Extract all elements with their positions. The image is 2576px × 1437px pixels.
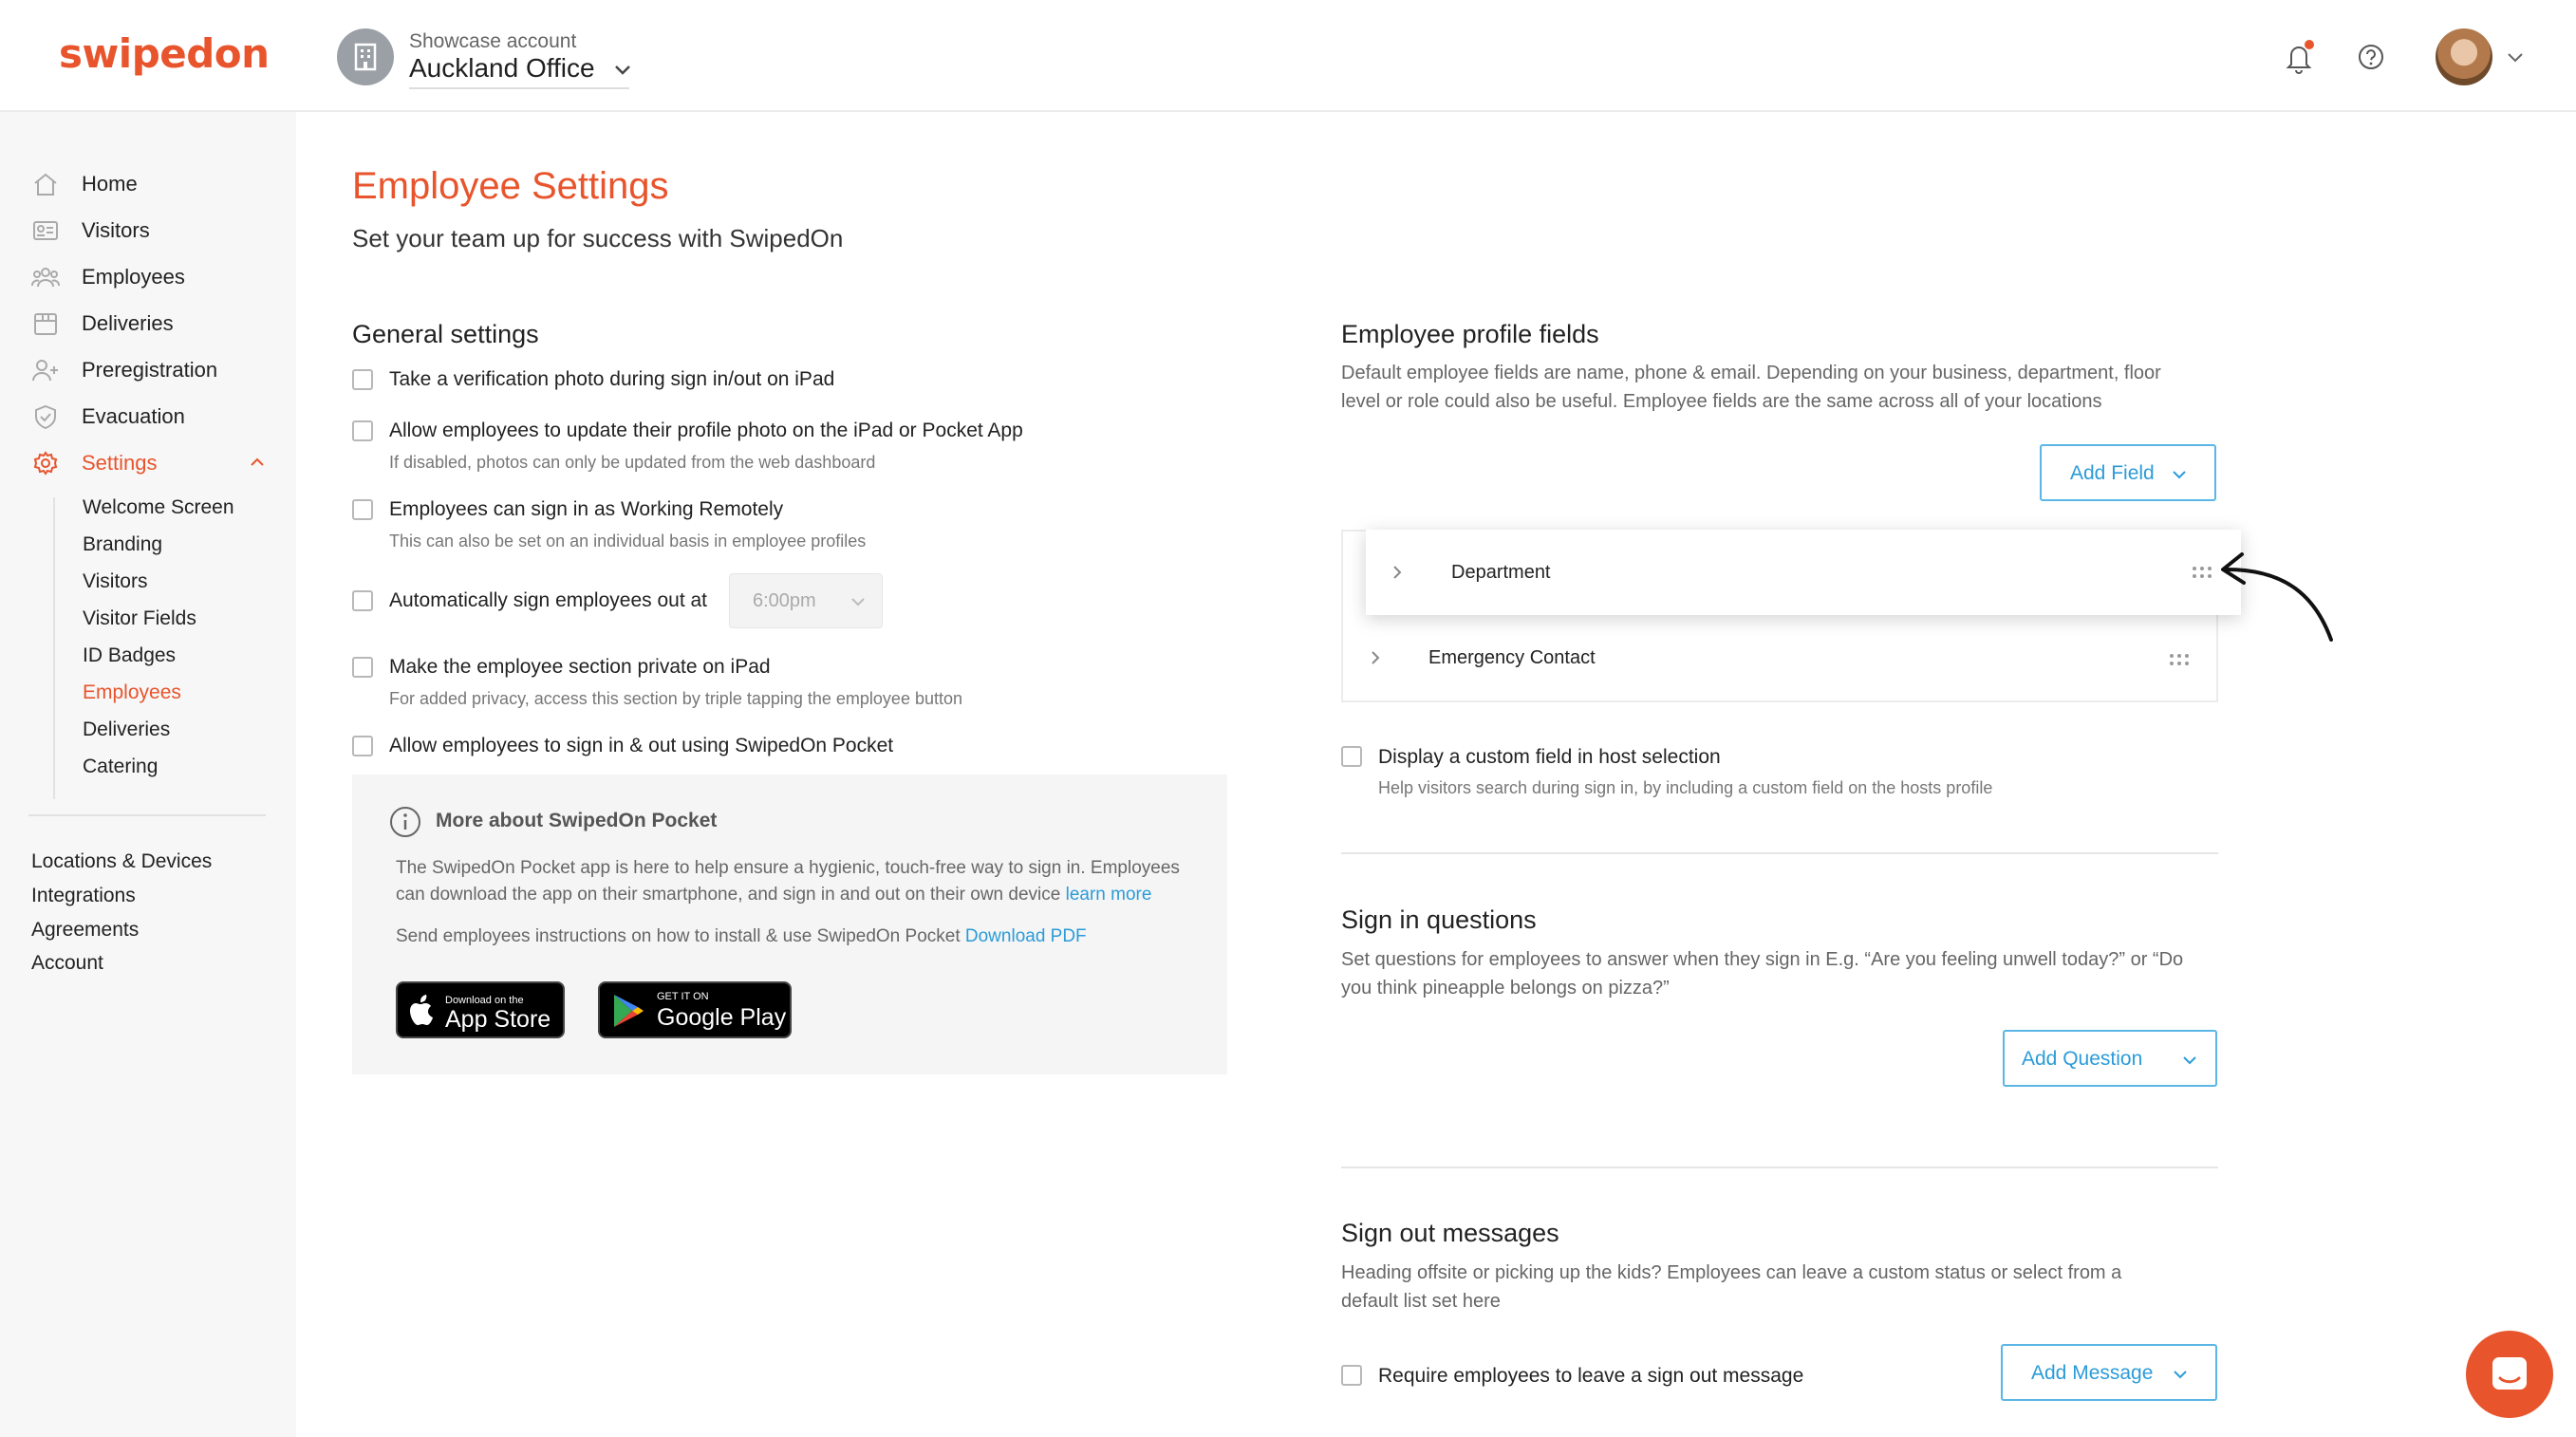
option-label: Allow employees to update their profile photo on the iPad or Pocket App [389, 420, 1023, 441]
chat-launcher-button[interactable] [2466, 1331, 2553, 1418]
pocket-title: More about SwipedOn Pocket [436, 810, 718, 831]
sidebar-sub-catering[interactable]: Catering [83, 756, 159, 777]
location-selector[interactable]: Auckland Office [409, 53, 595, 83]
help-icon[interactable] [2356, 42, 2386, 72]
drag-handle-icon[interactable] [2169, 653, 2190, 666]
option-hint: Help visitors search during sign in, by including a custom field on the hosts profile [1378, 778, 1993, 797]
sidebar-item-visitors[interactable] [0, 210, 296, 252]
custom-field-host-checkbox[interactable] [1341, 746, 1362, 767]
google-play-small: GET IT ON [657, 991, 709, 1002]
chevron-down-icon [2171, 469, 2188, 480]
option-label: Make the employee section private on iPad [389, 656, 771, 678]
user-avatar[interactable] [2436, 28, 2492, 85]
app-store-small: Download on the [445, 995, 524, 1006]
option-label: Automatically sign employees out at [389, 589, 708, 611]
add-question-button[interactable] [2003, 1030, 2217, 1087]
add-field-label: Add Field [2070, 462, 2155, 484]
general-settings-title: General settings [352, 320, 539, 348]
google-play-label: Google Play [657, 1004, 787, 1031]
add-field-button[interactable] [2040, 444, 2216, 501]
sidebar-link-account[interactable]: Account [31, 952, 103, 974]
private-section-checkbox[interactable] [352, 657, 373, 678]
profile-fields-desc: level or role could also be useful. Employee fields are the same across all of your locations [1341, 391, 2102, 412]
sidebar-sub-deliveries[interactable]: Deliveries [83, 718, 171, 740]
update-profile-photo-checkbox[interactable] [352, 420, 373, 441]
option-hint: This can also be set on an individual basis in employee profiles [389, 532, 867, 551]
chat-icon [2489, 1353, 2530, 1395]
learn-more-link[interactable]: learn more [1065, 885, 1152, 905]
sidebar-item-label: Visitors [82, 218, 150, 242]
chevron-down-icon[interactable] [2504, 49, 2527, 66]
add-message-label: Add Message [2031, 1362, 2154, 1384]
option-label: Employees can sign in as Working Remotely [389, 498, 784, 520]
section-divider [1341, 852, 2218, 854]
signout-time-select[interactable] [729, 573, 883, 628]
sidebar-item-employees[interactable] [0, 256, 296, 298]
sidebar-sub-branding[interactable]: Branding [83, 533, 163, 555]
shield-icon [31, 403, 60, 430]
auto-signout-checkbox[interactable] [352, 590, 373, 611]
sidebar [0, 112, 296, 1437]
notification-dot [2305, 40, 2314, 49]
sign-out-messages-desc: Heading offsite or picking up the kids? Employees can leave a custom status or select from a [1341, 1262, 2122, 1283]
add-message-button[interactable] [2001, 1344, 2217, 1401]
sidebar-divider [28, 814, 266, 816]
verification-photo-checkbox[interactable] [352, 369, 373, 390]
location-underline [409, 87, 629, 89]
sidebar-item-label: Deliveries [82, 311, 174, 335]
people-icon [31, 264, 60, 290]
chevron-down-icon[interactable] [611, 61, 634, 80]
chevron-down-icon [849, 595, 867, 608]
sub-nav-line [53, 497, 55, 799]
sidebar-link-locations-devices[interactable]: Locations & Devices [31, 850, 213, 872]
field-row-dragging[interactable] [1366, 530, 2241, 615]
add-user-icon [31, 357, 60, 383]
pocket-text-line: Send employees instructions on how to install & use SwipedOn Pocket [396, 926, 961, 946]
option-label: Allow employees to sign in & out using SwipedOn Pocket [389, 735, 894, 756]
sidebar-item-label: Settings [82, 451, 158, 475]
add-question-label: Add Question [2022, 1048, 2143, 1070]
profile-fields-title: Employee profile fields [1341, 320, 1599, 348]
profile-fields-desc: Default employee fields are name, phone & email. Depending on your business, department, floor [1341, 363, 2161, 383]
pocket-text [396, 885, 1151, 905]
pocket-text-line: can download the app on their smartphone, and sign in and out on their own device [396, 885, 1061, 905]
chevron-right-icon[interactable] [1391, 562, 1404, 583]
option-label: Require employees to leave a sign out message [1378, 1365, 1804, 1387]
sidebar-sub-visitor-fields[interactable]: Visitor Fields [83, 607, 196, 629]
sidebar-sub-employees[interactable]: Employees [83, 681, 181, 703]
sidebar-item-home[interactable] [0, 163, 296, 205]
sidebar-link-integrations[interactable]: Integrations [31, 885, 136, 906]
option-hint: For added privacy, access this section by triple tapping the employee button [389, 689, 963, 708]
sidebar-item-preregistration[interactable] [0, 349, 296, 391]
swipedon-logo[interactable]: swipedon [59, 30, 270, 77]
google-play-icon [611, 993, 645, 1029]
page-title: Employee Settings [352, 165, 669, 207]
chevron-right-icon[interactable] [1369, 647, 1382, 668]
google-play-button[interactable] [598, 981, 792, 1038]
section-divider [1341, 1166, 2218, 1168]
sidebar-item-label: Evacuation [82, 404, 185, 428]
package-icon [31, 310, 60, 337]
sidebar-item-label: Home [82, 172, 138, 196]
account-label: Showcase account [409, 30, 577, 52]
sidebar-item-label: Employees [82, 265, 185, 289]
chevron-down-icon [2181, 1054, 2198, 1066]
drag-handle-icon[interactable] [2192, 566, 2212, 579]
building-icon [337, 28, 394, 85]
info-icon [389, 806, 421, 838]
chevron-down-icon [2172, 1369, 2189, 1380]
id-card-icon [31, 217, 60, 244]
sidebar-item-deliveries[interactable] [0, 303, 296, 345]
option-hint: If disabled, photos can only be updated from the web dashboard [389, 453, 876, 472]
sign-out-messages-desc: default list set here [1341, 1291, 1501, 1312]
sidebar-sub-id-badges[interactable]: ID Badges [83, 644, 177, 666]
annotation-arrow-icon [2212, 541, 2344, 645]
working-remotely-checkbox[interactable] [352, 499, 373, 520]
sign-in-questions-desc: you think pineapple belongs on pizza?” [1341, 978, 1670, 998]
sidebar-sub-welcome-screen[interactable]: Welcome Screen [83, 496, 234, 518]
home-icon [31, 171, 60, 197]
download-pdf-link[interactable]: Download PDF [964, 926, 1087, 946]
app-store-button[interactable] [396, 981, 565, 1038]
option-label: Take a verification photo during sign in/out on iPad [389, 368, 835, 390]
sidebar-item-label: Preregistration [82, 358, 218, 382]
apple-icon [409, 995, 436, 1027]
app-store-label: App Store [445, 1006, 551, 1033]
top-bar [0, 0, 2576, 112]
pocket-text: The SwipedOn Pocket app is here to help ensure a hygienic, touch-free way to sign in. Employees [396, 858, 1180, 878]
sidebar-sub-visitors[interactable]: Visitors [83, 570, 148, 592]
sign-in-questions-title: Sign in questions [1341, 905, 1537, 934]
sign-out-messages-title: Sign out messages [1341, 1219, 1559, 1247]
chevron-up-icon[interactable] [249, 456, 266, 469]
field-row-label: Department [1451, 562, 1551, 583]
sign-in-questions-desc: Set questions for employees to answer when they sign in E.g. “Are you feeling unwell today?” or “Do [1341, 949, 2184, 970]
field-row-label: Emergency Contact [1428, 647, 1596, 668]
signout-time-value: 6:00pm [753, 590, 816, 611]
sidebar-item-evacuation[interactable] [0, 396, 296, 438]
pocket-signin-checkbox[interactable] [352, 736, 373, 756]
gear-icon [31, 450, 60, 476]
sidebar-item-settings[interactable] [0, 442, 296, 484]
page-subtitle: Set your team up for success with SwipedOn [352, 224, 844, 252]
option-label: Display a custom field in host selection [1378, 746, 1721, 768]
require-signout-message-checkbox[interactable] [1341, 1365, 1362, 1386]
pocket-text [396, 926, 1087, 947]
sidebar-link-agreements[interactable]: Agreements [31, 919, 140, 941]
